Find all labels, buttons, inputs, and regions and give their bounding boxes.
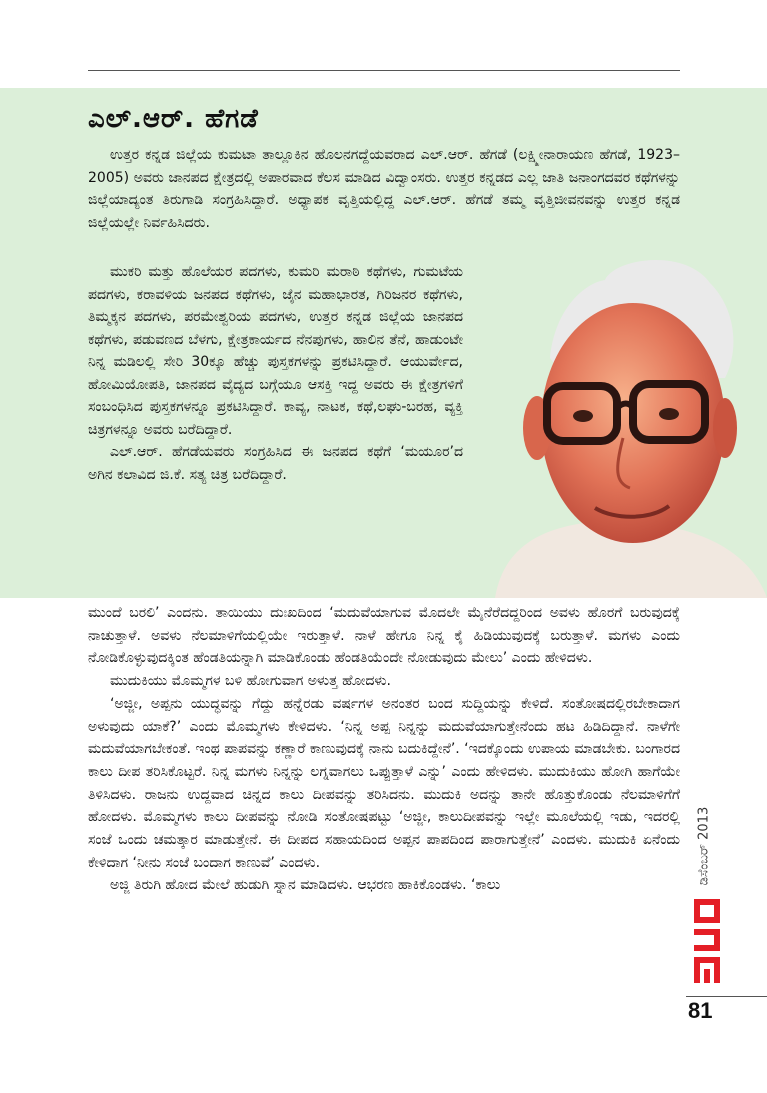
page-number-rule xyxy=(686,996,767,997)
profile-title: ಎಲ್.ಆರ್. ಹೆಗಡೆ xyxy=(88,104,259,134)
top-rule xyxy=(88,70,680,71)
bio-paragraph: ಮುಕರಿ ಮತ್ತು ಹೊಲೆಯರ ಪದಗಳು, ಕುಮರಿ ಮರಾಠಿ ಕಥೆಗಳು, ಗುಮಟೆಯ ಪದಗಳು, ಕರಾವಳಿಯ ಜನಪದ ಕಥೆಗಳು, ಜೈನ ಮಹಾಭಾರತ, ಗಿರಿಜನರ ಕಥೆಗಳು, ತಿಮ್ಮಕ್ಕನ ಪದಗಳು, ಪರಮೇಶ್ವರಿಯ ಪದಗಳು, ಉತ್ತರ ಕನ್ನಡ ಜಿಲ್ಲೆಯ ಜಾನಪದ ಕಥೆಗಳು, ಪಡುವಣದ ಬೆಳಗು, ಕ್ಷೇತ್ರಕಾರ್ಯದ ನೆನಪುಗಳು, ಹಾಲಿನ ತೆನೆ, ಹಾಡುಂಟೇ ನಿನ್ನ ಮಡಿಲಲ್ಲಿ ಸೇರಿ 30ಕ್ಕೂ ಹೆಚ್ಚು ಪುಸ್ತಕಗಳನ್ನು ಪ್ರಕಟಿಸಿದ್ದಾರೆ. ಆಯುರ್ವೇದ, ಹೋಮಿಯೋಪತಿ, ಜಾನಪದ ವೈದ್ಯದ ಬಗ್ಗೆಯೂ ಆಸಕ್ತಿ ಇದ್ದ ಅವರು ಈ ಕ್ಷೇತ್ರಗಳಿಗೆ ಸಂಬಂಧಿಸಿದ ಪುಸ್ತಕಗಳನ್ನೂ ಪ್ರಕಟಿಸಿದ್ದಾರೆ. ಕಾವ್ಯ, ನಾಟಕ, ಕಥೆ,ಲಘು-ಬರಹ, ವ್ಯಕ್ತಿ ಚಿತ್ರಗಳನ್ನೂ ಅವರು ಬರೆದಿದ್ದಾರೆ. xyxy=(88,264,463,438)
bio-works xyxy=(88,261,463,486)
bio-paragraph: ಎಲ್.ಆರ್. ಹೆಗಡೆಯವರು ಸಂಗ್ರಹಿಸಿದ ಈ ಜನಪದ ಕಥೆಗೆ ‘ಮಯೂರ’ದ ಅಗಿನ ಕಲಾವಿದ ಜಿ.ಕೆ. ಸತ್ಯ ಚಿತ್ರ ಬರೆದಿದ್ದಾರೆ. xyxy=(88,444,463,483)
author-profile-box xyxy=(0,88,767,598)
story-text xyxy=(88,602,680,897)
story-paragraph: ಮುಂದೆ ಬರಲಿ’ ಎಂದನು. ತಾಯಿಯು ದುಃಖದಿಂದ ‘ಮದುವೆಯಾಗುವ ಮೊದಲೇ ಮೈನೆರೆದದ್ದರಿಂದ ಅವಳು ಹೊರಗೆ ಬರುವುದಕ್ಕೆ ನಾಚುತ್ತಾಳೆ. ಅವಳು ನೆಲಮಾಳಿಗೆಯಲ್ಲಿಯೇ ಇರುತ್ತಾಳೆ. ನಾಳೆ ಹೇಗೂ ನಿನ್ನ ಕೈ ಹಿಡಿಯುವುದಕ್ಕೆ ಬರುತ್ತಾಳೆ. ಮಗಳು ಎಂದು ನೋಡಿಕೊಳ್ಳುವುದಕ್ಕಿಂತ ಹೆಂಡತಿಯನ್ನಾಗಿ ಮಾಡಿಕೊಂಡು ಹೆಂಡತಿಯೆಂದೇ ನೋಡುವುದು ಮೇಲು’ ಎಂದು ಹೇಳಿದಳು. xyxy=(88,605,680,667)
magazine-masthead xyxy=(690,897,726,987)
story-paragraph: ಅಜ್ಜಿ ತಿರುಗಿ ಹೋದ ಮೇಲೆ ಹುಡುಗಿ ಸ್ನಾನ ಮಾಡಿದಳು. ಆಭರಣ ಹಾಕಿಕೊಂಡಳು. ‘ಕಾಲು xyxy=(110,877,501,894)
issue-date-text: ಡಿಸೆಂಬರ್ 2013 xyxy=(696,806,712,886)
issue-date xyxy=(694,800,714,892)
author-portrait xyxy=(455,238,767,598)
page-number: 81 xyxy=(688,998,713,1023)
story-paragraph: ‘ಅಜ್ಜೀ, ಅಪ್ಪನು ಯುದ್ಧವನ್ನು ಗೆದ್ದು ಹನ್ನೆರಡು ವರ್ಷಗಳ ಅನಂತರ ಬಂದ ಸುದ್ದಿಯನ್ನು ಕೇಳಿದೆ. ಸಂತೋಷದಲ್ಲಿರಬೇಕಾದಾಗ ಅಳುವುದು ಯಾಕೆ?’ ಎಂದು ಮೊಮ್ಮಗಳು ಕೇಳಿದಳು. ‘ನಿನ್ನ ಅಪ್ಪ ನಿನ್ನನ್ನು ಮದುವೆಯಾಗುತ್ತೇನೆಂದು ಹಟ ಹಿಡಿದಿದ್ದಾನೆ. ನಾಳೆಗೇ ಮದುವೆಯಾಗಬೇಕಂತೆ. ಇಂಥ ಪಾಪವನ್ನು ಕಣ್ಣಾರೆ ಕಾಣುವುದಕ್ಕೆ ನಾನು ಬದುಕಿದ್ದೇನೆ’. ‘ಇದಕ್ಕೊಂದು ಉಪಾಯ ಮಾಡಬೇಕು. ಬಂಗಾರದ ಕಾಲು ದೀಪ ತರಿಸಿಕೊಟ್ಟರೆ. ನಿನ್ನ ಮಗಳು ನಿನ್ನನ್ನು ಲಗ್ನವಾಗಲು ಒಪ್ಪುತ್ತಾಳೆ ಎನ್ನು’ ಎಂದು ಹೇಳಿದಳು. ಮುದುಕಿಯು ಹೋಗಿ ಹಾಗೆಯೇ ತಿಳಿಸಿದಳು. ರಾಜನು ಉದ್ದವಾದ ಚಿನ್ನದ ಕಾಲು ದೀಪವನ್ನು ತರಿಸಿದನು. ಮುದುಕಿ ಅದನ್ನು ತಾನೇ ಹೊತ್ತುಕೊಂಡು ನೆಲಮಾಳಿಗೆಗೆ ಹೋದಳು. ಮೊಮ್ಮಗಳು ಕಾಲು ದೀಪವನ್ನು ನೋಡಿ ಸಂತೋಷಪಟ್ಟು ‘ಅಜ್ಜೀ, ಕಾಲುದೀಪವನ್ನು ಇಲ್ಲೇ ಮೂಲೆಯಲ್ಲಿ ಇಡು, ಇದರಲ್ಲಿ ಸಂಜೆ ಒಂದು ಚಮತ್ಕಾರ ಮಾಡುತ್ತೇನೆ. ಈ ದೀಪದ ಸಹಾಯದಿಂದ ಅಪ್ಪನ ಪಾಪದಿಂದ ಪಾರಾಗುತ್ತೇನೆ’ ಎಂದಳು. ಮುದುಕಿ ಏನೆಂದು ಕೇಳಿದಾಗ ‘ನೀನು ಸಂಜೆ ಬಂದಾಗ ಕಾಣುವೆ’ ಎಂದಳು. xyxy=(88,695,680,871)
masthead-logo xyxy=(690,897,726,987)
bio-paragraph: ಉತ್ತರ ಕನ್ನಡ ಜಿಲ್ಲೆಯ ಕುಮಟಾ ತಾಲ್ಲೂಕಿನ ಹೊಲನಗದ್ದೆಯವರಾದ ಎಲ್.ಆರ್. ಹೆಗಡೆ (ಲಕ್ಷ್ಮೀನಾರಾಯಣ ಹೆಗಡೆ, 1923–2005) ಅವರು ಜಾನಪದ ಕ್ಷೇತ್ರದಲ್ಲಿ ಅಪಾರವಾದ ಕೆಲಸ ಮಾಡಿದ ವಿದ್ವಾಂಸರು. ಉತ್ತರ ಕನ್ನಡದ ಎಲ್ಲ ಜಾತಿ ಜನಾಂಗದವರ ಕಥೆಗಳನ್ನು ಜಿಲ್ಲೆಯಾದ್ಯಂತ ತಿರುಗಾಡಿ ಸಂಗ್ರಹಿಸಿದ್ದಾರೆ. ಅಧ್ಯಾಪಕ ವೃತ್ತಿಯಲ್ಲಿದ್ದ ಎಲ್.ಆರ್. ಹೆಗಡೆ ತಮ್ಮ ವೃತ್ತಿಜೀವನವನ್ನು ಉತ್ತರ ಕನ್ನಡ ಜಿಲ್ಲೆಯಲ್ಲೇ ನಿರ್ವಹಿಸಿದರು. xyxy=(88,147,680,231)
story-paragraph: ಮುದುಕಿಯು ಮೊಮ್ಮಗಳ ಬಳಿ ಹೋಗುವಾಗ ಅಳುತ್ತ ಹೋದಳು. xyxy=(110,673,391,690)
bio-intro xyxy=(88,144,680,234)
